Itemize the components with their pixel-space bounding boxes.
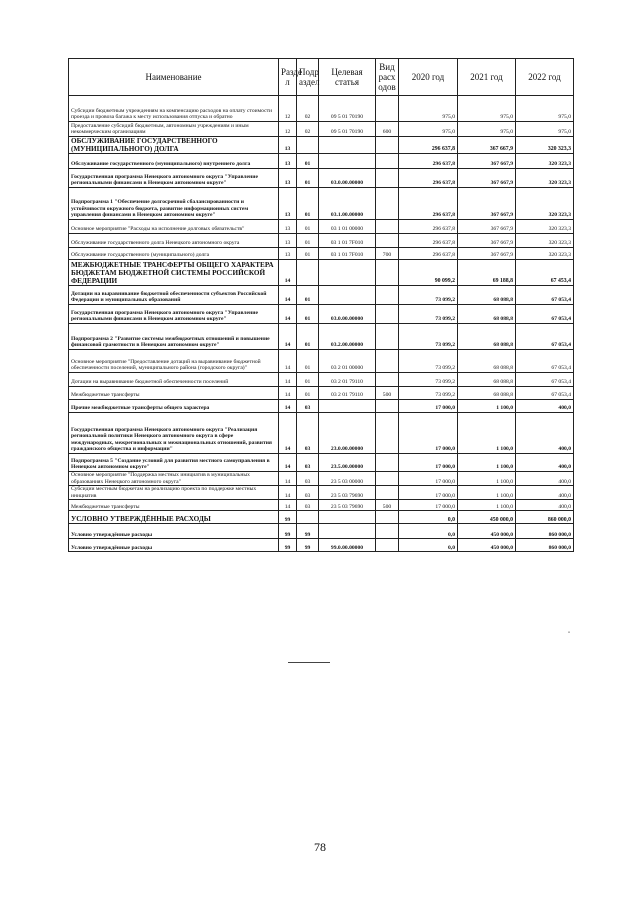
cell-vid [376,373,399,387]
cell-amount-2021: 1 100,0 [458,486,516,500]
cell-vid [376,413,399,454]
cell-amount-2022: 975,0 [516,96,574,122]
cell-podrazdel: 01 [297,169,319,188]
cell-razdel: 13 [279,188,297,220]
cell-vid [376,350,399,373]
cell-vid [376,400,399,413]
cell-vid [376,137,399,154]
cell-podrazdel: 02 [297,122,319,137]
cell-amount-2022: 400,0 [516,454,574,472]
cell-amount-2020: 73 099,2 [399,387,458,400]
cell-razdel: 14 [279,387,297,400]
cell-razdel: 14 [279,400,297,413]
cell-amount-2021: 68 088,8 [458,373,516,387]
cell-razdel: 13 [279,234,297,248]
cell-amount-2020: 73 099,2 [399,305,458,324]
cell-name: Дотации на выравнивание бюджетной обеспеченности поселений [69,373,279,387]
cell-amount-2022: 320 323,3 [516,137,574,154]
table-row [69,220,574,234]
cell-razdel: 13 [279,169,297,188]
cell-amount-2021: 450 000,0 [458,511,516,524]
cell-amount-2021: 975,0 [458,96,516,122]
cell-name: Субсидии местным бюджетам на реализацию проекта по поддержке местных инициатив [69,486,279,500]
cell-amount-2020: 975,0 [399,96,458,122]
cell-statya: 03.0.00.00000 [319,305,376,324]
table-row [69,324,574,350]
cell-statya: 09 5 01 70190 [319,122,376,137]
cell-amount-2021: 367 667,9 [458,248,516,260]
table-row [69,286,574,305]
cell-name: Обслуживание государственного (муниципального) долга [69,248,279,260]
cell-amount-2020: 17 000,0 [399,454,458,472]
cell-amount-2022: 320 323,3 [516,220,574,234]
cell-razdel: 13 [279,248,297,260]
cell-amount-2020: 0,0 [399,511,458,524]
cell-vid: 700 [376,248,399,260]
cell-amount-2020: 73 099,2 [399,373,458,387]
cell-razdel: 14 [279,500,297,511]
cell-name: Субсидии бюджетным учреждениям на компенсацию расходов на оплату стоимости проезда и провоза багажа к месту использования отпуска и обратно [69,96,279,122]
cell-statya [319,137,376,154]
cell-podrazdel: 99 [297,539,319,552]
cell-name: Основное мероприятие "Поддержка местных инициатив в муниципальных образованиях Ненецкого автономного округа" [69,472,279,486]
cell-name: Государственная программа Ненецкого автономного округа "Управление региональными финансами в Ненецком автономном округе" [69,169,279,188]
cell-statya: 03 1 01 7F010 [319,234,376,248]
cell-amount-2020: 296 637,8 [399,220,458,234]
cell-amount-2022: 67 053,4 [516,373,574,387]
table-row [69,511,574,524]
cell-amount-2021: 68 088,8 [458,324,516,350]
col-header-2020: 2020 год [399,59,458,96]
table-row [69,524,574,539]
cell-amount-2020: 0,0 [399,539,458,552]
cell-vid: 500 [376,387,399,400]
col-header-razdel: Разде л [279,59,297,96]
cell-amount-2020: 975,0 [399,122,458,137]
cell-podrazdel: 03 [297,400,319,413]
cell-amount-2022: 67 053,4 [516,350,574,373]
cell-podrazdel [297,511,319,524]
cell-razdel: 14 [279,260,297,286]
cell-amount-2021: 68 088,8 [458,286,516,305]
cell-statya: 99.0.00.00000 [319,539,376,552]
cell-amount-2021: 1 100,0 [458,454,516,472]
cell-razdel: 14 [279,286,297,305]
col-header-2022: 2022 год [516,59,574,96]
cell-amount-2020: 17 000,0 [399,472,458,486]
cell-razdel: 12 [279,96,297,122]
cell-name: Подпрограмма 5 "Создание условий для развития местного самоуправления в Ненецком автономном округе" [69,454,279,472]
cell-amount-2022: 400,0 [516,486,574,500]
cell-podrazdel: 01 [297,387,319,400]
cell-razdel: 14 [279,350,297,373]
cell-podrazdel: 99 [297,524,319,539]
page-number: 78 [314,840,326,854]
table-row [69,122,574,137]
cell-amount-2020: 17 000,0 [399,486,458,500]
cell-statya: 03 2 01 79110 [319,373,376,387]
cell-statya: 03 1 01 00000 [319,220,376,234]
cell-razdel: 14 [279,486,297,500]
cell-podrazdel: 01 [297,350,319,373]
cell-razdel: 14 [279,472,297,486]
cell-podrazdel [297,260,319,286]
cell-amount-2021: 68 088,8 [458,305,516,324]
cell-statya: 23.0.00.00000 [319,413,376,454]
table-row [69,188,574,220]
cell-amount-2021: 450 000,0 [458,524,516,539]
cell-amount-2022: 320 323,3 [516,169,574,188]
cell-name: Государственная программа Ненецкого автономного округа "Управление региональными финансами в Ненецком автономном округе" [69,305,279,324]
table-row [69,373,574,387]
cell-vid [376,220,399,234]
cell-vid [376,188,399,220]
cell-vid [376,324,399,350]
cell-statya: 03 2 01 00000 [319,350,376,373]
cell-amount-2022: 67 053,4 [516,387,574,400]
cell-name: Условно утверждённые расходы [69,539,279,552]
cell-podrazdel: 01 [297,286,319,305]
cell-amount-2020: 73 099,2 [399,350,458,373]
cell-statya [319,511,376,524]
cell-razdel: 13 [279,154,297,169]
cell-statya: 03.1.00.00000 [319,188,376,220]
cell-name: Обслуживание государственного (муниципального) внутреннего долга [69,154,279,169]
cell-amount-2022: 67 053,4 [516,286,574,305]
cell-amount-2021: 1 100,0 [458,500,516,511]
cell-amount-2020: 17 000,0 [399,400,458,413]
cell-name: Подпрограмма 2 "Развитие системы межбюджетных отношений и повышение финансовой грамотности в Ненецком автономном округе" [69,324,279,350]
cell-amount-2022: 975,0 [516,122,574,137]
cell-statya: 23 5 03 79690 [319,486,376,500]
cell-amount-2020: 296 637,8 [399,248,458,260]
cell-name: Обслуживание государственного долга Ненецкого автономного округа [69,234,279,248]
cell-podrazdel: 01 [297,220,319,234]
cell-vid: 500 [376,500,399,511]
table-header-row [69,59,574,96]
cell-amount-2022: 67 053,4 [516,324,574,350]
cell-name: Предоставление субсидий бюджетным, автономным учреждениям и иным некоммерческим организациям [69,122,279,137]
cell-name: Государственная программа Ненецкого автономного округа "Реализация региональной политики Ненецкого автономного округа в сфере международных, межрегиональных и межнациональных отношений, развития гражданского общества и информации" [69,413,279,454]
cell-razdel: 14 [279,454,297,472]
cell-name: Подпрограмма 1 "Обеспечение долгосрочной сбалансированности и устойчивости окружного бюджета, развитие информационных систем управления финансами в Ненецком автономном округе" [69,188,279,220]
cell-amount-2020: 90 099,2 [399,260,458,286]
cell-amount-2021: 68 088,8 [458,387,516,400]
cell-name: Межбюджетные трансферты [69,500,279,511]
cell-vid [376,486,399,500]
table-row [69,137,574,154]
cell-amount-2022: 860 000,0 [516,524,574,539]
cell-amount-2020: 73 099,2 [399,286,458,305]
cell-amount-2022: 400,0 [516,472,574,486]
table-row [69,472,574,486]
table-row [69,260,574,286]
cell-amount-2021: 367 667,9 [458,154,516,169]
cell-name: Основное мероприятие "Предоставление дотаций на выравнивание бюджетной обеспеченности поселений, муниципального района (городского округа)" [69,350,279,373]
table-row [69,248,574,260]
cell-statya: 03.0.00.00000 [319,169,376,188]
cell-podrazdel: 01 [297,305,319,324]
cell-amount-2021: 367 667,9 [458,234,516,248]
table-row [69,154,574,169]
cell-razdel: 12 [279,122,297,137]
cell-amount-2022: 400,0 [516,500,574,511]
cell-podrazdel: 03 [297,472,319,486]
cell-amount-2022: 860 000,0 [516,511,574,524]
cell-amount-2021: 367 667,9 [458,169,516,188]
col-header-name: Наименование [69,59,279,96]
table-row [69,387,574,400]
cell-name: Условно утверждённые расходы [69,524,279,539]
separator-line [288,662,330,663]
table-row [69,169,574,188]
cell-vid [376,539,399,552]
cell-amount-2022: 67 453,4 [516,260,574,286]
cell-amount-2020: 17 000,0 [399,413,458,454]
cell-vid [376,169,399,188]
cell-amount-2021: 68 088,8 [458,350,516,373]
cell-amount-2021: 1 100,0 [458,472,516,486]
cell-statya: 03 2 01 79110 [319,387,376,400]
cell-vid [376,286,399,305]
cell-name: Межбюджетные трансферты [69,387,279,400]
cell-razdel: 14 [279,324,297,350]
cell-amount-2022: 860 000,0 [516,539,574,552]
cell-statya [319,524,376,539]
cell-amount-2022: 320 323,3 [516,188,574,220]
cell-amount-2020: 296 637,8 [399,169,458,188]
cell-razdel: 14 [279,413,297,454]
cell-amount-2021: 975,0 [458,122,516,137]
cell-amount-2020: 73 099,2 [399,324,458,350]
cell-amount-2021: 367 667,9 [458,188,516,220]
cell-name: Прочие межбюджетные трансферты общего характера [69,400,279,413]
table-row [69,454,574,472]
cell-vid [376,511,399,524]
cell-amount-2020: 0,0 [399,524,458,539]
cell-vid [376,472,399,486]
cell-name: УСЛОВНО УТВЕРЖДЁННЫЕ РАСХОДЫ [69,511,279,524]
cell-podrazdel [297,137,319,154]
cell-vid [376,305,399,324]
cell-razdel: 99 [279,511,297,524]
cell-podrazdel: 01 [297,324,319,350]
cell-podrazdel: 01 [297,248,319,260]
cell-podrazdel: 03 [297,486,319,500]
cell-podrazdel: 03 [297,454,319,472]
cell-amount-2020: 296 637,8 [399,234,458,248]
cell-amount-2021: 69 188,8 [458,260,516,286]
table-row [69,350,574,373]
continuation-mark: » [568,629,570,634]
cell-amount-2022: 67 053,4 [516,305,574,324]
cell-statya: 23 5 03 79690 [319,500,376,511]
table-body [69,96,574,552]
col-header-vid: Вид расх одов [376,59,399,96]
cell-statya [319,400,376,413]
cell-podrazdel: 03 [297,413,319,454]
cell-amount-2021: 450 000,0 [458,539,516,552]
cell-statya [319,286,376,305]
cell-razdel: 14 [279,305,297,324]
table-row [69,400,574,413]
cell-vid [376,154,399,169]
cell-vid: 600 [376,122,399,137]
cell-vid [376,524,399,539]
cell-podrazdel: 01 [297,234,319,248]
cell-podrazdel: 01 [297,188,319,220]
cell-amount-2020: 296 637,8 [399,188,458,220]
cell-amount-2021: 367 667,9 [458,220,516,234]
table-row [69,234,574,248]
cell-podrazdel: 01 [297,373,319,387]
cell-podrazdel: 02 [297,96,319,122]
cell-podrazdel: 01 [297,154,319,169]
col-header-statya: Целевая статья [319,59,376,96]
cell-vid [376,260,399,286]
cell-statya: 09 5 01 70190 [319,96,376,122]
table-row [69,305,574,324]
cell-razdel: 14 [279,373,297,387]
cell-statya [319,154,376,169]
cell-amount-2022: 400,0 [516,400,574,413]
cell-name: Дотации на выравнивание бюджетной обеспеченности субъектов Российской Федерации и муниципальных образований [69,286,279,305]
col-header-2021: 2021 год [458,59,516,96]
col-header-podrazdel: Подр аздел [297,59,319,96]
cell-vid [376,454,399,472]
cell-amount-2022: 400,0 [516,413,574,454]
cell-amount-2022: 320 323,3 [516,248,574,260]
table-row [69,486,574,500]
table-row [69,413,574,454]
cell-name: Основное мероприятие "Расходы на исполнение долговых обязательств" [69,220,279,234]
table-row [69,539,574,552]
table-row [69,96,574,122]
cell-statya: 03.2.00.00000 [319,324,376,350]
table-row [69,500,574,511]
cell-razdel: 13 [279,220,297,234]
cell-amount-2021: 1 100,0 [458,413,516,454]
cell-vid [376,234,399,248]
cell-amount-2020: 17 000,0 [399,500,458,511]
cell-amount-2021: 1 100,0 [458,400,516,413]
cell-statya: 23 5 03 00000 [319,472,376,486]
cell-amount-2022: 320 323,3 [516,234,574,248]
cell-razdel: 99 [279,539,297,552]
cell-name: МЕЖБЮДЖЕТНЫЕ ТРАНСФЕРТЫ ОБЩЕГО ХАРАКТЕРА БЮДЖЕТАМ БЮДЖЕТНОЙ СИСТЕМЫ РОССИЙСКОЙ ФЕДЕРАЦИИ [69,260,279,286]
cell-name: ОБСЛУЖИВАНИЕ ГОСУДАРСТВЕННОГО (МУНИЦИПАЛЬНОГО) ДОЛГА [69,137,279,154]
cell-razdel: 99 [279,524,297,539]
cell-statya: 03 1 01 7F010 [319,248,376,260]
cell-vid [376,96,399,122]
budget-table-sheet [68,58,573,552]
cell-amount-2021: 367 667,9 [458,137,516,154]
cell-statya [319,260,376,286]
cell-amount-2022: 320 323,3 [516,154,574,169]
cell-amount-2020: 296 637,8 [399,154,458,169]
cell-razdel: 13 [279,137,297,154]
cell-podrazdel: 03 [297,500,319,511]
budget-table [68,58,574,552]
cell-amount-2020: 296 637,8 [399,137,458,154]
cell-statya: 23.5.00.00000 [319,454,376,472]
